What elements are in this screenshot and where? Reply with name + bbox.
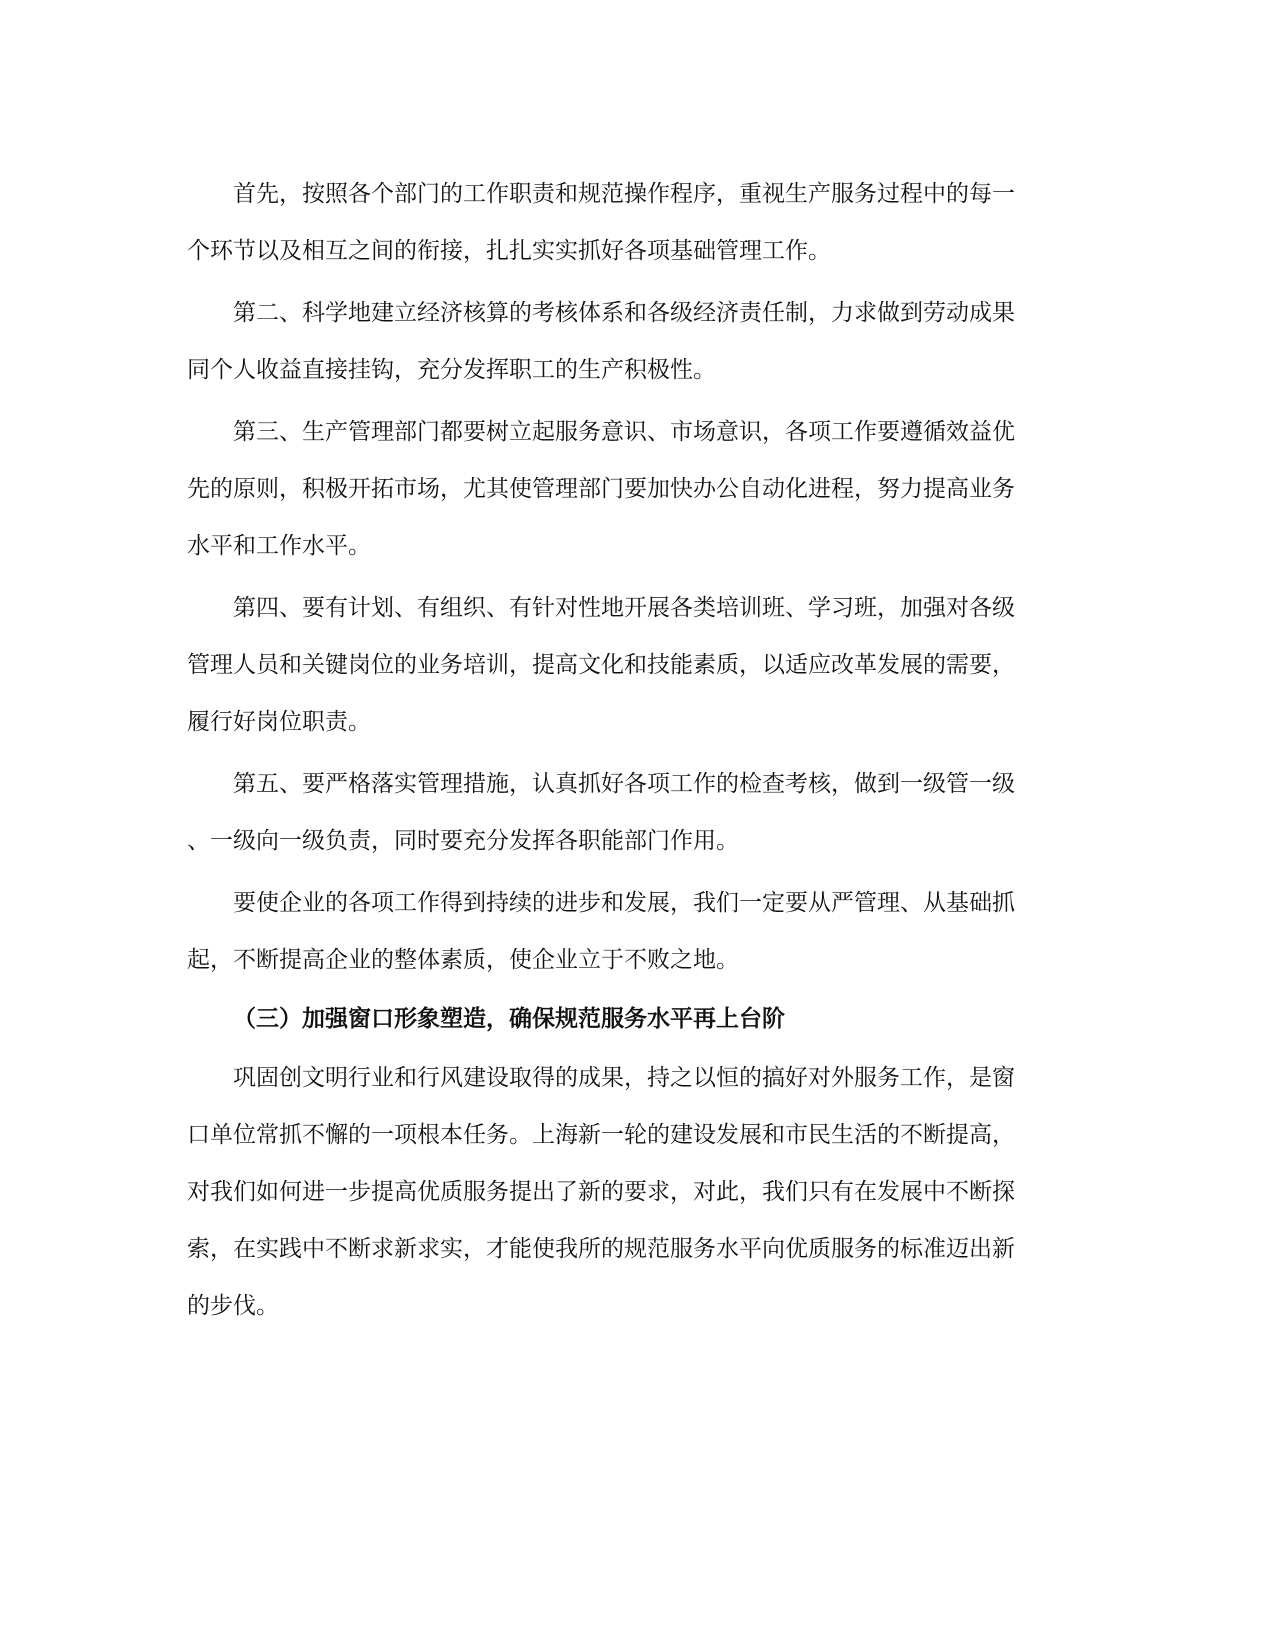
paragraph-line: 同个人收益直接挂钩，充分发挥职工的生产积极性。 [187,357,716,383]
paragraph-window-image [187,1050,1087,1335]
paragraph-line: 第四、要有计划、有组织、有针对性地开展各类培训班、学习班，加强对各级 [233,595,1015,621]
paragraph-summary [187,875,1087,989]
paragraph-line: 第三、生产管理部门都要树立起服务意识、市场意识，各项工作要遵循效益优 [233,419,1015,445]
paragraph-line: 管理人员和关键岗位的业务培训，提高文化和技能素质，以适应改革发展的需要， [187,652,1015,678]
paragraph-third [187,404,1087,575]
paragraph-line: 起，不断提高企业的整体素质，使企业立于不败之地。 [187,947,739,973]
paragraph-line: 履行好岗位职责。 [187,709,371,735]
paragraph-line: 索，在实践中不断求新求实，才能使我所的规范服务水平向优质服务的标准迈出新 [187,1236,1015,1262]
paragraph-first [187,166,1087,280]
paragraph-second [187,285,1087,399]
paragraph-line: 要使企业的各项工作得到持续的进步和发展，我们一定要从严管理、从基础抓 [233,890,1015,916]
paragraph-line: 先的原则，积极开拓市场，尤其使管理部门要加快办公自动化进程，努力提高业务 [187,476,1015,502]
section-heading: （三）加强窗口形象塑造，确保规范服务水平再上台阶 [233,1006,785,1032]
paragraph-line: 的步伐。 [187,1293,279,1319]
paragraph-line: 口单位常抓不懈的一项根本任务。上海新一轮的建设发展和市民生活的不断提高， [187,1122,1015,1148]
paragraph-line: 第二、科学地建立经济核算的考核体系和各级经济责任制，力求做到劳动成果 [233,300,1015,326]
paragraph-line: 水平和工作水平。 [187,533,371,559]
paragraph-line: 、一级向一级负责，同时要充分发挥各职能部门作用。 [187,828,739,854]
paragraph-line: 个环节以及相互之间的衔接，扎扎实实抓好各项基础管理工作。 [187,238,831,264]
paragraph-fourth [187,580,1087,751]
paragraph-line: 首先，按照各个部门的工作职责和规范操作程序，重视生产服务过程中的每一 [233,181,1015,207]
paragraph-line: 巩固创文明行业和行风建设取得的成果，持之以恒的搞好对外服务工作，是窗 [233,1065,1015,1091]
paragraph-line: 第五、要严格落实管理措施，认真抓好各项工作的检查考核，做到一级管一级 [233,771,1015,797]
paragraph-line: 对我们如何进一步提高优质服务提出了新的要求，对此，我们只有在发展中不断探 [187,1179,1015,1205]
paragraph-fifth [187,756,1087,870]
document-body [187,166,1087,1335]
